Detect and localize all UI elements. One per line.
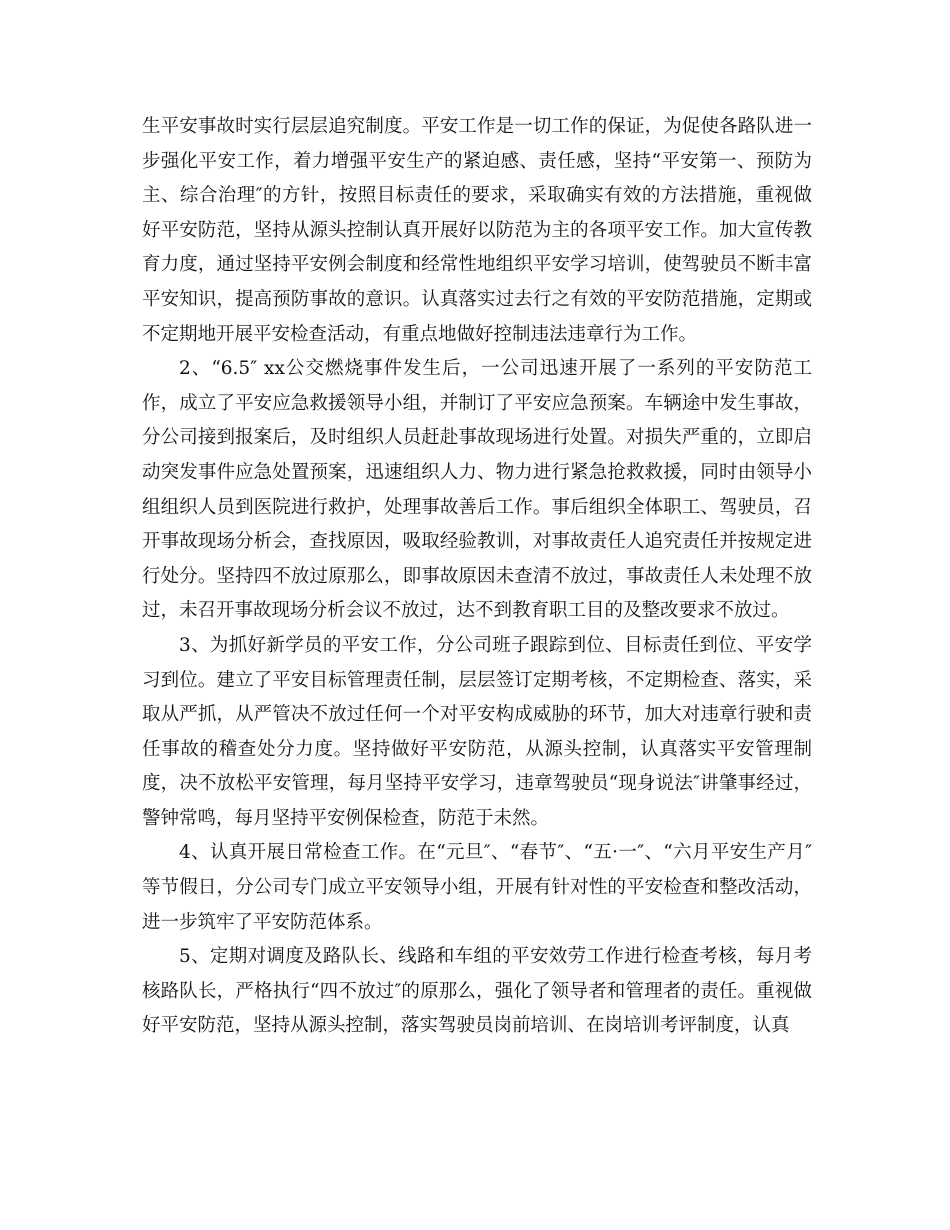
- paragraph-item-5: 5、定期对调度及路队长、线路和车组的平安效劳工作进行检查考核，每月考核路队长，严格执行“四不放过″的原那么，强化了领导者和管理者的责任。重视做好平安防范，坚持从源头控制，落实驾驶员岗前培训、在岗培训考评制度，认真: [142, 946, 812, 1037]
- paragraph-item-3: 3、为抓好新学员的平安工作，分公司班子跟踪到位、目标责任到位、平安学习到位。建立了平安目标管理责任制，层层签订定期考核，不定期检查、落实，采取从严抓，从严管决不放过任何一个对平安构成威胁的环节，加大对违章行驶和责任事故的稽查处分力度。坚持做好平安防范，从源头控制，认真落实平安管理制度，决不放松平安管理，每月坚持平安学习，违章驾驶员“现身说法″讲肇事经过，警钟常鸣，每月坚持平安例保检查，防范于未然。: [142, 634, 812, 829]
- paragraph-continuation: 生平安事故时实行层层追究制度。平安工作是一切工作的保证，为促使各路队进一步强化平安工作，着力增强平安生产的紧迫感、责任感，坚持“平安第一、预防为主、综合治理″的方针，按照目标责任的要求，采取确实有效的方法措施，重视做好平安防范，坚持从源头控制认真开展好以防范为主的各项平安工作。加大宣传教育力度，通过坚持平安例会制度和经常性地组织平安学习培训，使驾驶员不断丰富平安知识，提高预防事故的意识。认真落实过去行之有效的平安防范措施，定期或不定期地开展平安检查活动，有重点地做好控制违法违章行为工作。: [142, 116, 812, 345]
- paragraph-item-2: 2、“6.5″ xx公交燃烧事件发生后，一公司迅速开展了一系列的平安防范工作，成立了平安应急救援领导小组，并制订了平安应急预案。车辆途中发生事故，分公司接到报案后，及时组织人员赶赴事故现场进行处置。对损失严重的，立即启动突发事件应急处置预案，迅速组织人力、物力进行紧急抢救救援，同时由领导小组组织人员到医院进行救护，处理事故善后工作。事后组织全体职工、驾驶员，召开事故现场分析会，查找原因，吸取经验教训，对事故责任人追究责任并按规定进行处分。坚持四不放过原那么，即事故原因未查清不放过，事故责任人未处理不放过，未召开事故现场分析会议不放过，达不到教育职工目的及整改要求不放过。: [142, 358, 812, 622]
- paragraph-item-4: 4、认真开展日常检查工作。在“元旦″、“春节″、“五·一″、“六月平安生产月″等节假日，分公司专门成立平安领导小组，开展有针对性的平安检查和整改活动，进一步筑牢了平安防范体系。: [142, 842, 812, 933]
- document-body: [142, 110, 812, 1044]
